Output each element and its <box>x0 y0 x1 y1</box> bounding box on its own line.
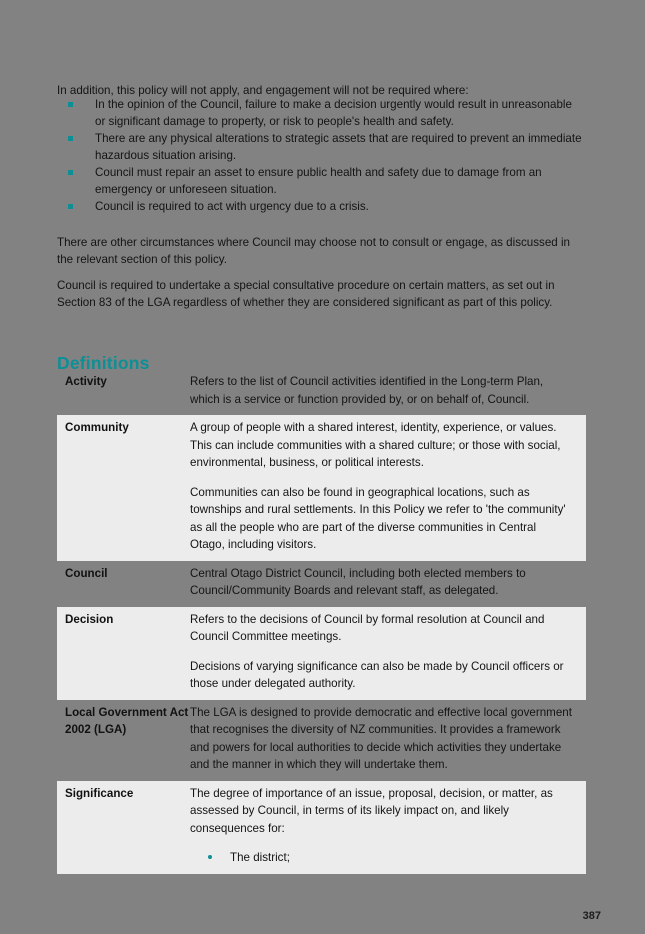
list-item-text: There are any physical alterations to strategic assets that are required to prevent an immediate hazardous situation arising. <box>95 132 582 162</box>
definitions-table <box>57 369 586 874</box>
definition-paragraph: Central Otago District Council, including both elected members to Council/Community Boards and relevant staff, as delegated. <box>190 566 526 597</box>
definition-description <box>190 611 586 693</box>
square-bullet-icon <box>68 204 73 209</box>
definition-description <box>190 419 586 554</box>
special-consultative-paragraph: Council is required to undertake a special consultative procedure on certain matters, as set out in Section 83 of the LGA regardless of whether they are considered significant as part of this policy. <box>57 278 555 309</box>
list-item-text: The district; <box>230 851 290 864</box>
table-row <box>57 415 586 561</box>
definition-paragraph: Decisions of varying significance can also be made by Council officers or those under delegated authority. <box>190 659 564 690</box>
table-row <box>57 781 586 874</box>
definitions-heading: Definitions <box>57 352 150 373</box>
definition-paragraph: The LGA is designed to provide democratic and effective local government that recognises the diversity of NZ communities. It provides a framework and powers for local authorities to decide which activities they undertake and the manner in which they will undertake them. <box>190 705 572 771</box>
list-item <box>57 164 585 198</box>
definition-paragraph: Refers to the decisions of Council by formal resolution at Council and Council Committee meetings. <box>190 612 545 643</box>
page-number: 387 <box>582 910 601 922</box>
list-item-text: Council must repair an asset to ensure public health and safety due to damage from an emergency or unforeseen situation. <box>95 166 542 196</box>
list-item <box>57 198 585 215</box>
definition-paragraph: The degree of importance of an issue, proposal, decision, or matter, as assessed by Council, in terms of its likely impact on, and likely consequences for: <box>190 786 553 835</box>
table-row <box>57 369 586 415</box>
exclusions-list <box>57 96 585 215</box>
definition-paragraph: Refers to the list of Council activities identified in the Long-term Plan, which is a service or function provided by, or on behalf of, Council. <box>190 375 544 406</box>
list-item <box>230 849 574 867</box>
definition-term: Activity <box>65 375 107 388</box>
definition-term: Significance <box>65 786 134 800</box>
definition-term: Decision <box>65 612 114 626</box>
table-row <box>57 700 586 781</box>
definition-sublist <box>190 849 574 867</box>
list-item-text: In the opinion of the Council, failure to make a decision urgently would result in unreasonable or significant damage to property, or risk to people's health and safety. <box>95 98 572 128</box>
intro-paragraph: In addition, this policy will not apply, and engagement will not be required where: <box>57 83 469 97</box>
list-item <box>57 96 585 130</box>
table-row <box>57 607 586 700</box>
dot-bullet-icon <box>208 855 212 859</box>
square-bullet-icon <box>68 170 73 175</box>
definition-term: Local Government Act 2002 (LGA) <box>65 705 189 736</box>
definition-description <box>190 373 586 408</box>
list-item <box>57 130 585 164</box>
definition-paragraph: A group of people with a shared interest, identity, experience, or values. This can include communities with a shared culture; or those with social, environmental, business, or political interests. <box>190 421 561 469</box>
definition-paragraph: Communities can also be found in geographical locations, such as townships and rural settlements. In this Policy we refer to 'the community' as all the people who are part of the diverse communities in Central Otago, including visitors. <box>190 485 566 551</box>
definition-description <box>190 785 586 867</box>
definition-term: Community <box>65 421 129 434</box>
other-circumstances-paragraph: There are other circumstances where Council may choose not to consult or engage, as discussed in the relevant section of this policy. <box>57 235 570 266</box>
list-item-text: Council is required to act with urgency due to a crisis. <box>95 200 369 213</box>
square-bullet-icon <box>68 136 73 141</box>
definition-description <box>190 565 586 600</box>
square-bullet-icon <box>68 102 73 107</box>
definition-description <box>190 704 586 774</box>
definition-term: Council <box>65 566 108 580</box>
table-row <box>57 561 586 607</box>
